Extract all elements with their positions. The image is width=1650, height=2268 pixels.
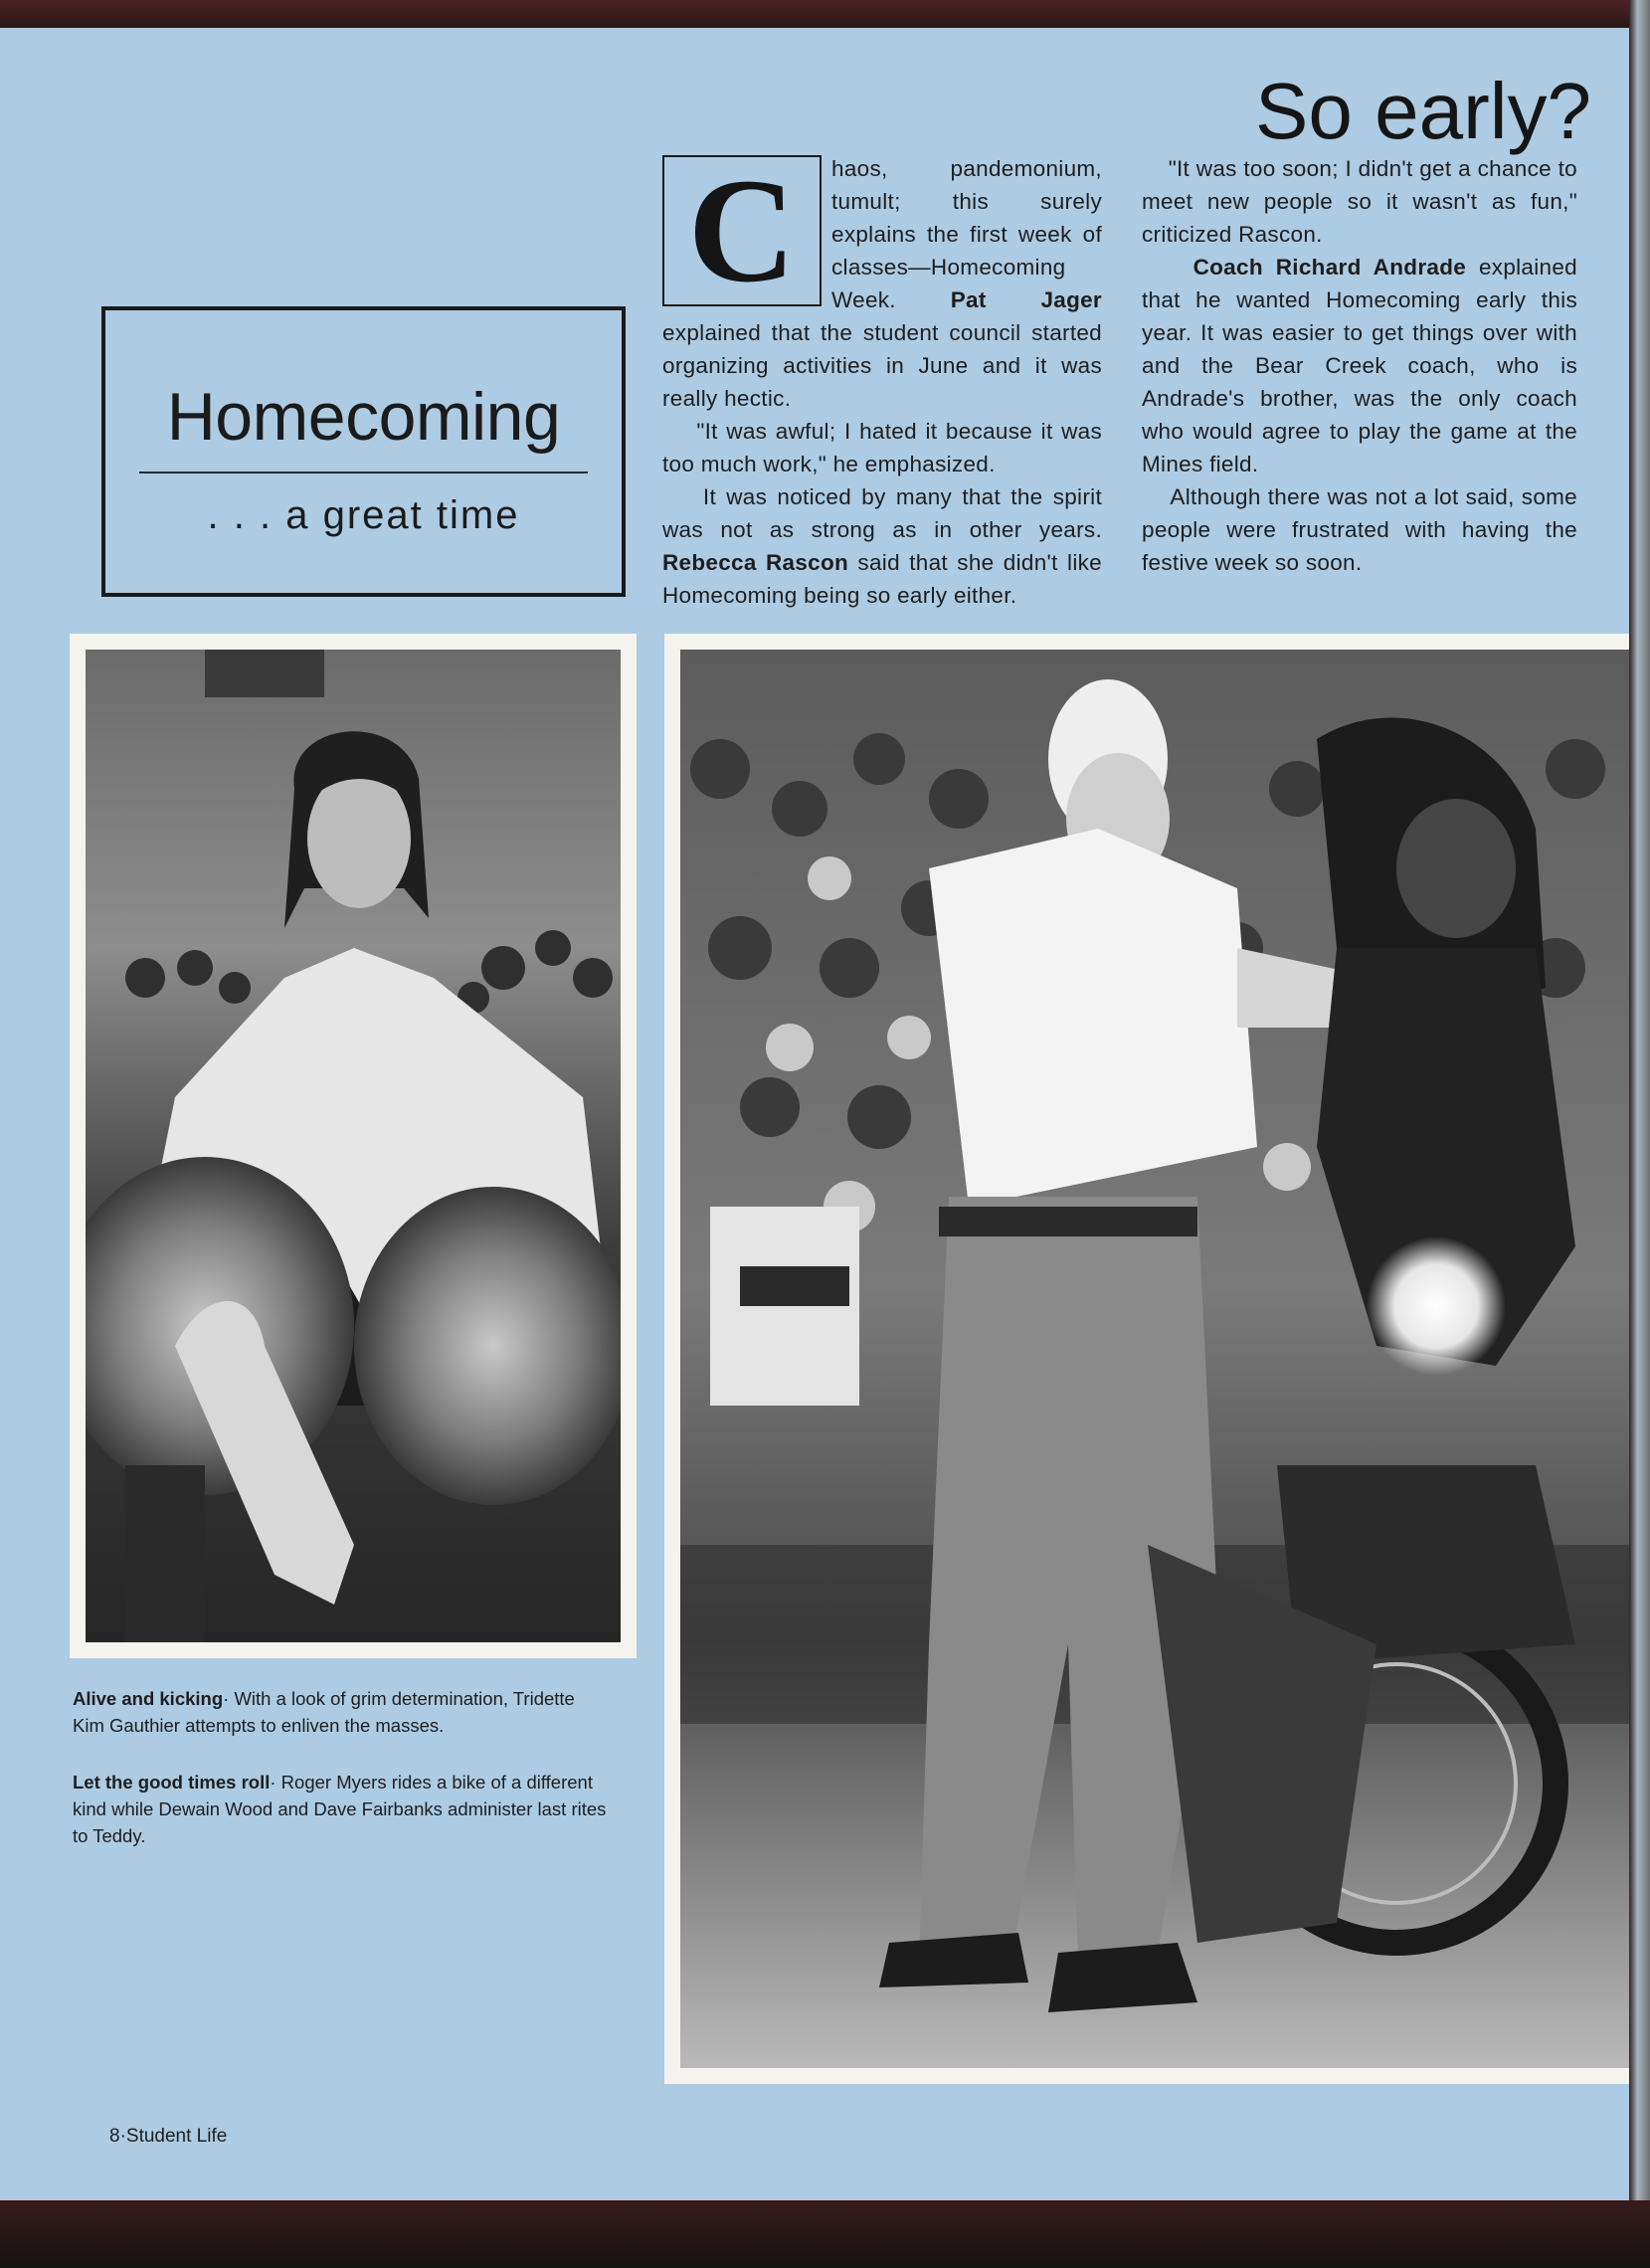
bold-name: Let the good times roll	[73, 1772, 271, 1793]
text-run: said that she didn't like Homecoming being so early either.	[662, 550, 1102, 608]
title-subtitle: . . . a great time	[207, 493, 520, 537]
drop-cap: C	[662, 155, 822, 306]
caption-cheerleader-text	[73, 1688, 575, 1736]
text-run: It was noticed by many that the spirit was not as strong as in other years.	[662, 484, 1102, 542]
bold-name: Coach Richard Andrade	[1192, 255, 1467, 280]
bold-name: Rebecca Rascon	[662, 550, 849, 575]
text-run: explained that he wanted Homecoming early this year. It was easier to get things over with and the Bear Creek coach, who is Andrade's brother, was the only coach who would agree to play the game at the Mines field.	[1142, 255, 1577, 476]
title-box	[101, 306, 626, 597]
page-right-edge	[1629, 0, 1650, 2268]
page-folio: 8·Student Life	[109, 2126, 228, 2147]
text-run: explained that the student council started organizing activities in June and it was really hectic.	[662, 320, 1102, 411]
article-column-2-text	[1142, 156, 1577, 575]
text-run: "It was awful; I hated it because it was too much work," he emphasized.	[662, 419, 1102, 476]
headline: So early?	[1255, 67, 1591, 155]
text-run: · With a look of grim determination, Tridette Kim Gauthier attempts to enliven the masses.	[73, 1688, 575, 1736]
page-bottom-edge	[0, 2200, 1650, 2268]
title-main: Homecoming	[166, 379, 561, 455]
text-run: "It was too soon; I didn't get a chance to meet new people so it wasn't as fun," criticized Rascon.	[1142, 156, 1577, 247]
text-run	[1142, 255, 1193, 280]
photo-cheerleader	[86, 650, 621, 1642]
caption-motorcycle	[73, 1769, 610, 1849]
text-run: Although there was not a lot said, some people were frustrated with having the festive week so soon.	[1142, 484, 1577, 575]
article-column-2	[1142, 152, 1577, 579]
page-top-edge	[0, 0, 1650, 28]
title-divider	[139, 472, 588, 473]
caption-cheerleader	[73, 1685, 610, 1739]
photo-motorcycle	[680, 650, 1629, 2068]
text-run: haos, pandemonium, tumult; this surely explains the first week of classes—Homecoming Week.	[831, 156, 1102, 312]
bold-name: Pat Jager	[950, 287, 1102, 312]
article-column-1	[662, 148, 1102, 612]
bold-name: Alive and kicking	[73, 1688, 224, 1709]
caption-motorcycle-text	[73, 1772, 606, 1846]
text-run: · Roger Myers rides a bike of a different kind while Dewain Wood and Dave Fairbanks administer last rites to Teddy.	[73, 1772, 607, 1846]
